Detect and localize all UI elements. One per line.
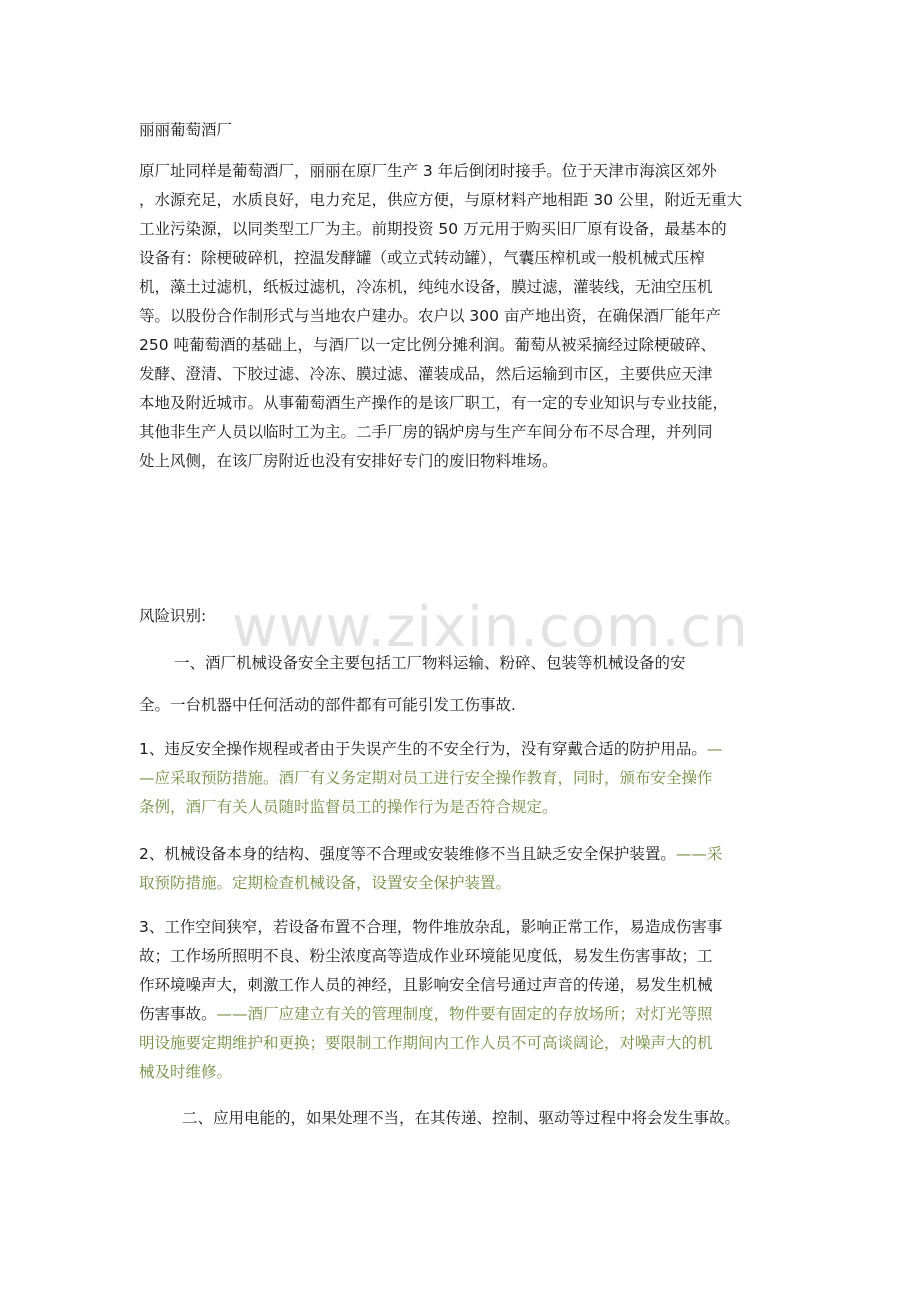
intro-line: 工业污染源，以同类型工厂为主。前期投资 50 万元用于购买旧厂原有设备，最基本的 bbox=[139, 220, 727, 238]
risk-item-2-line bbox=[139, 840, 799, 869]
risk-item-2-measure: 取预防措施。定期检查机械设备，设置安全保护装置。 bbox=[139, 874, 512, 892]
risk-item-3-line bbox=[139, 1000, 799, 1029]
intro-paragraph bbox=[139, 157, 799, 476]
intro-line: ，水源充足，水质良好，电力充足，供应方便，与原材料产地相距 30 公里，附近无重大 bbox=[139, 191, 743, 209]
section-1-heading-continued: 全。一台机器中任何活动的部件都有可能引发工伤事故. bbox=[139, 696, 516, 714]
intro-line: 设备有：除梗破碎机，控温发酵罐（或立式转动罐），气囊压榨机或一般机械式压榨 bbox=[139, 249, 705, 267]
risk-item-3 bbox=[139, 913, 799, 1087]
intro-line: 原厂址同样是葡萄酒厂，丽丽在原厂生产 3 年后倒闭时接手。位于天津市海滨区郊外 bbox=[139, 162, 717, 180]
risk-item-3-measure: 明设施要定期维护和更换；要限制工作期间内工作人员不可高谈阔论，对噪声大的机 bbox=[139, 1034, 713, 1052]
risk-identification-label: 风险识别: bbox=[139, 607, 207, 625]
section-2-heading: 二、应用电能的，如果处理不当，在其传递、控制、驱动等过程中将会发生事故。 bbox=[182, 1109, 741, 1127]
risk-item-3-cause-end: 伤害事故。 bbox=[139, 1005, 217, 1023]
intro-line: 发酵、澄清、下胶过滤、冷冻、膜过滤、灌装成品，然后运输到市区，主要供应天津 bbox=[139, 365, 713, 383]
risk-item-1-cause: 1、违反安全操作规程或者由于失误产生的不安全行为，没有穿戴合适的防护用品。 bbox=[139, 740, 707, 758]
risk-item-2-cause: 2、机械设备本身的结构、强度等不合理或安装维修不当且缺乏安全保护装置。 bbox=[139, 845, 676, 863]
intro-line: 处上风侧，在该厂房附近也没有安排好专门的废旧物料堆场。 bbox=[139, 452, 558, 470]
intro-line: 250 吨葡萄酒的基础上，与酒厂以一定比例分摊利润。葡萄从被采摘经过除梗破碎、 bbox=[139, 336, 717, 354]
risk-item-3-measure-start: ——酒厂应建立有关的管理制度，物件要有固定的存放场所；对灯光等照 bbox=[216, 1005, 713, 1023]
watermark: www.zixin.com.cn bbox=[232, 595, 749, 660]
risk-item-1-measure: 条例，酒厂有关人员随时监督员工的操作行为是否符合规定。 bbox=[139, 798, 558, 816]
risk-item-1-measure-start: — bbox=[706, 740, 723, 758]
risk-item-1-measure: —应采取预防措施。酒厂有义务定期对员工进行安全操作教育，同时，颁布安全操作 bbox=[139, 769, 713, 787]
risk-item-3-measure: 械及时维修。 bbox=[139, 1063, 233, 1081]
risk-item-2 bbox=[139, 840, 799, 898]
risk-item-2-measure-start: ——采 bbox=[675, 845, 723, 863]
risk-item-1-line bbox=[139, 735, 799, 764]
risk-item-3-line: 作环境噪声大，刺激工作人员的神经，且影响安全信号通过声音的传递，易发生机械 bbox=[139, 976, 713, 994]
risk-item-3-line: 故；工作场所照明不良、粉尘浓度高等造成作业环境能见度低，易发生伤害事故；工 bbox=[139, 947, 713, 965]
risk-item-3-line: 3、工作空间狭窄，若设备布置不合理，物件堆放杂乱，影响正常工作，易造成伤害事 bbox=[139, 918, 723, 936]
intro-line: 机，藻土过滤机，纸板过滤机，冷冻机，纯纯水设备，膜过滤，灌装线，无油空压机 bbox=[139, 278, 713, 296]
intro-line: 等。以股份合作制形式与当地农户建办。农户以 300 亩产地出资，在确保酒厂能年产 bbox=[139, 307, 721, 325]
risk-item-1 bbox=[139, 735, 799, 822]
section-1-heading: 一、酒厂机械设备安全主要包括工厂物料运输、粉碎、包装等机械设备的安 bbox=[174, 654, 686, 672]
intro-line: 本地及附近城市。从事葡萄酒生产操作的是该厂职工，有一定的专业知识与专业技能， bbox=[139, 394, 729, 412]
intro-line: 其他非生产人员以临时工为主。二手厂房的锅炉房与生产车间分布不尽合理，并列同 bbox=[139, 423, 713, 441]
document-title: 丽丽葡萄酒厂 bbox=[139, 121, 233, 139]
